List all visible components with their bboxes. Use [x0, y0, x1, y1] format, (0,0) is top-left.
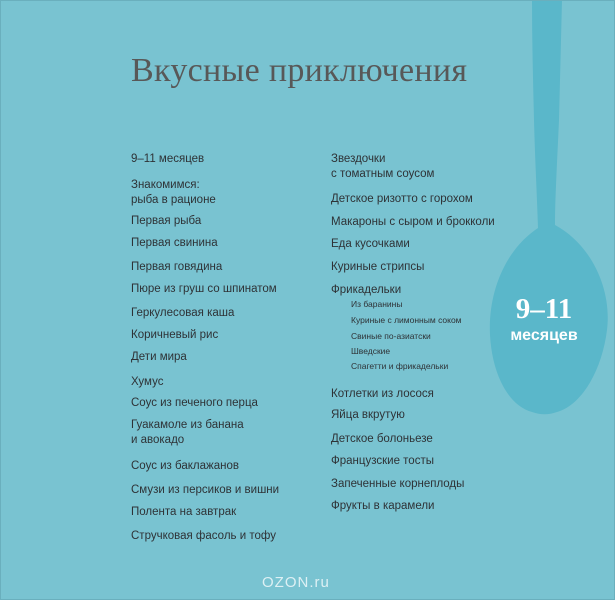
contents-subitem: Шведские	[351, 346, 391, 356]
contents-item-line2: с томатным соусом	[331, 168, 435, 180]
page-title: Вкусные приключения	[131, 52, 468, 89]
contents-item: Фрукты в карамели	[331, 500, 435, 512]
contents-item: Коричневый рис	[131, 329, 219, 341]
contents-item: Звездочки	[331, 153, 386, 165]
contents-item: 9–11 месяцев	[131, 153, 205, 165]
age-badge-word: месяцев	[510, 327, 578, 344]
contents-item: Первая говядина	[131, 261, 223, 273]
contents-item: Фрикадельки	[331, 284, 402, 296]
contents-item: Дети мира	[131, 351, 187, 363]
contents-item: Куриные стрипсы	[331, 261, 425, 273]
spoon-shape	[490, 0, 608, 414]
contents-item: Стручковая фасоль и тофу	[131, 530, 276, 542]
contents-subitem: Из баранины	[351, 299, 403, 309]
contents-item-line2: рыба в рационе	[131, 194, 216, 206]
ozon-watermark: OZON.ru	[262, 574, 330, 591]
contents-item: Пюре из груш со шпинатом	[131, 283, 277, 295]
age-badge-number: 9–11	[515, 293, 573, 325]
contents-item: Детское ризотто с горохом	[331, 193, 473, 205]
contents-item: Знакомимся:	[131, 179, 200, 191]
contents-item: Яйца вкрутую	[331, 409, 405, 421]
contents-item: Гуакамоле из банана	[131, 419, 244, 431]
age-badge	[492, 292, 596, 346]
contents-item: Первая рыба	[131, 215, 202, 227]
contents-item: Полента на завтрак	[131, 506, 237, 518]
contents-item: Французские тосты	[331, 455, 434, 467]
contents-item-line2: и авокадо	[131, 434, 185, 446]
contents-item: Соус из печеного перца	[131, 397, 258, 409]
contents-item: Хумус	[131, 376, 164, 388]
contents-item: Макароны с сыром и брокколи	[331, 216, 495, 228]
contents-item: Первая свинина	[131, 237, 218, 249]
contents-subitem: Куриные с лимонным соком	[351, 315, 462, 325]
contents-subitem: Свиные по-азиатски	[351, 331, 431, 341]
contents-item: Геркулесовая каша	[131, 307, 235, 319]
contents-item: Детское болоньезе	[331, 433, 433, 445]
contents-item: Соус из баклажанов	[131, 460, 239, 472]
contents-subitem: Спагетти и фрикадельки	[351, 361, 449, 371]
contents-item: Еда кусочками	[331, 238, 410, 250]
contents-item: Котлетки из лосося	[331, 388, 434, 400]
contents-item: Запеченные корнеплоды	[331, 478, 465, 490]
contents-item: Смузи из персиков и вишни	[131, 484, 280, 496]
